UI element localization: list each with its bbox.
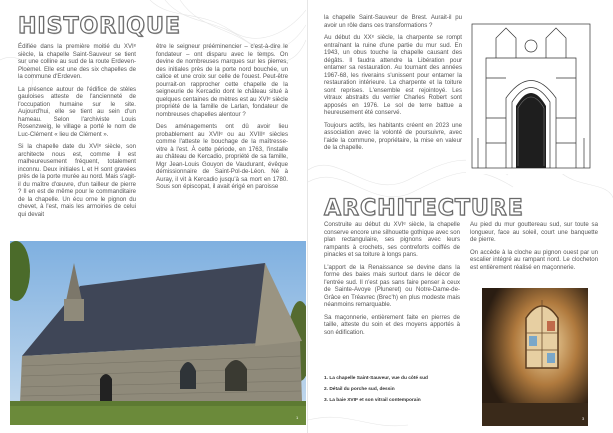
text-column-top (324, 14, 462, 157)
paragraph: Toujours actifs, les habitants créent en 2023 une association avec la volonté de poursuivre, avec l'aide la commune, propriétaire, la mise en valeur de la chapelle. (324, 121, 462, 151)
paragraph: La présence autour de l'édifice de stèles gauloises atteste de l'ancienneté de l'occupation humaine sur le site. Aujourd'hui, elle se tient au sein d'un hameau. Selon l'archiviste Louis Rosenzweig, le village a porté le nom de Luc-Clément « lieu de Clément ». (18, 85, 136, 138)
photo-number: 3 (582, 416, 585, 421)
stained-glass-photo (482, 288, 588, 426)
text-column-right (470, 221, 598, 276)
right-page (307, 0, 613, 433)
caption-item: 2. Détail du porche sud, dessin (324, 387, 395, 392)
photo-number: 1 (296, 415, 299, 420)
left-page (0, 0, 306, 433)
porch-sketch-illustration (466, 18, 596, 174)
paragraph: Construite au début du XVIᵉ siècle, la chapelle conserve encore une silhouette gothique avec son plan rectangulaire, ses pignons avec leurs rampants à crochets, ses contreforts coiffés de pinacles et sa toiture à longs pans. (324, 221, 460, 258)
paragraph: On accède à la cloche au pignon ouest par un escalier intégré au rampant nord. Le clocheton est entièrement réalisé en maçonnerie. (470, 248, 598, 271)
paragraph: Des aménagements ont dû avoir lieu probablement au XVIIᵉ ou au XVIIIᵉ siècles comme l'atteste le bouchage de la maîtresse-vitre à l'est. À cette période, en 1763, l'installe au château de Kercadio, propriété de sa famille, Mgr Jean-Louis Gouyon de Vaudurant, évêque démissionnaire de Saint-Pol-de-Léon. Né à Auray, il vit à Kercadio jusqu'à sa mort en 1780. Sous son épiscopat, il avait érigé en paroisse (156, 123, 288, 190)
caption-item: 1. La chapelle Saint-Sauveur, vue du côté sud (324, 376, 428, 381)
text-column-1 (18, 43, 136, 223)
chapel-photo-illustration (10, 241, 306, 425)
paragraph: Si la chapelle date du XVIᵉ siècle, son architecte nous est, comme il est malheureusement fréquent, totalement inconnu. Deux initiales L et H sont gravées près de la porte murée au nord. Mais s'agit-il du maître d'œuvre, d'un tailleur de pierre ? Il en est de même pour le commanditaire de la chapelle. Un écu orne le pignon du chevet, à l'est, mais les armoiries de celui qui devait (18, 143, 136, 218)
section-title-historique: HISTORIQUE (18, 14, 181, 39)
chapel-photo (10, 241, 306, 425)
paragraph: Au début du XXᵉ siècle, la charpente se rompt entraînant la ruine d'une partie du mur sud. En 1943, un obus touche la chapelle causant des dégâts. Il faudra attendre la Libération pour entamer sa restauration. Au tournant des années 1967-68, les riverains s'unissent pour entamer la restauration intérieure. La charpente et la toiture sont reprises. L'ensemble est rejointoyé. Les vitraux abstraits du verrier Charles Robert sont apposés en 1976. Le sol de terre battue a heureusement été conservé. (324, 34, 462, 116)
text-column-middle (324, 221, 460, 341)
paragraph: Au pied du mur gouttereau sud, sur toute sa longueur, face au soleil, court une banquette de pierre. (470, 221, 598, 243)
paragraph: être le seigneur prééminencier – c'est-à-dire le fondateur – ont disparu avec le temps. On devine de nombreuses marques sur les pierres, des initiales près de la porte nord bouchée, un calice et une croix sur celle de l'ouest. Peut-être pourrait-on rapprocher cette chapelle de la seigneurie de Kercadio dont le château situé à quelques centaines de mètres est au XVIᵉ siècle propriété de la famille de Larlan, fondateur de nombreuses chapelles alentour ? (156, 43, 288, 118)
stained-glass-illustration (482, 288, 588, 426)
paragraph: Édifiée dans la première moitié du XVIᵉ siècle, la chapelle Saint-Sauveur se tient sur une colline au sud de la route Erdeven-Ploemel. Elle est une des six chapelles de la commune d'Erdeven. (18, 43, 136, 80)
caption-item: 3. La baie XVIIᵉ et son vitrail contemporain (324, 398, 421, 403)
text-column-2 (156, 43, 288, 196)
paragraph: la chapelle Saint-Sauveur de Brest. Aurait-il pu avoir un rôle dans ces transformations ? (324, 14, 462, 29)
caption-list (324, 376, 464, 409)
paragraph: L'apport de la Renaissance se devine dans la forme des baies mais surtout dans le décor de l'entrée sud. Il n'est pas sans faire penser à ceux de Sainte-Avoye (Pluneret) ou Notre-Dame-de-Grâce en Tréavrec (Brec'h) en plus modeste mais néanmoins remarquable. (324, 263, 460, 308)
paragraph: Sa maçonnerie, entièrement faite en pierres de taille, atteste du soin et des moyens apportés à son édification. (324, 313, 460, 336)
porch-drawing (466, 18, 596, 174)
section-title-architecture: ARCHITECTURE (324, 196, 524, 221)
